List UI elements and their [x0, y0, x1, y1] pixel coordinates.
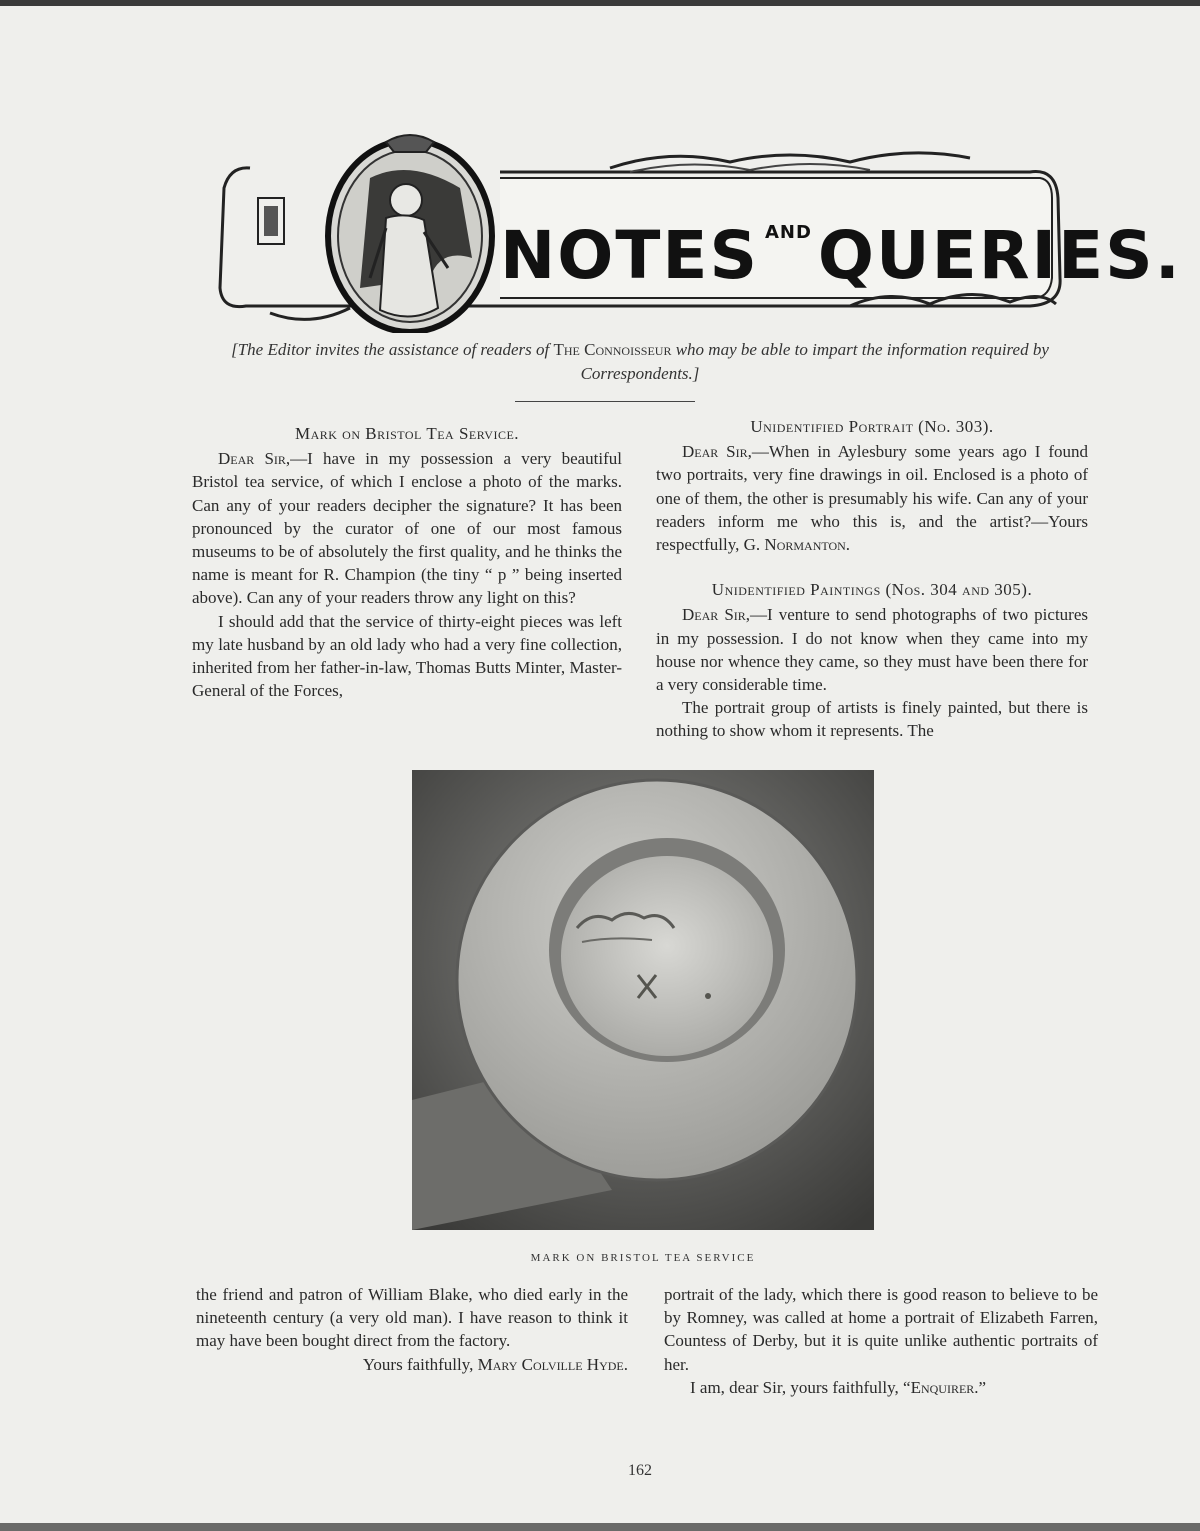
- banner-title-queries: QUERIES.: [817, 217, 1182, 294]
- section-divider: [515, 401, 695, 402]
- article-bristol-continued: [196, 1283, 628, 1376]
- paragraph-text: —When in Aylesbury some years ago I found two portraits, very fine drawings in oil. Enclosed is a photo of one of them, the other is presumably his wife. Can any of your readers inform me who this is, and the artist?—Yours respectfully,: [656, 442, 1088, 555]
- salutation: Dear Sir,: [682, 442, 752, 462]
- editor-note-part2: who may be able to impart the information required by Correspondents.]: [580, 340, 1049, 383]
- banner-title: [500, 188, 1182, 294]
- page-number: 162: [628, 1462, 652, 1479]
- editor-note: [220, 338, 1060, 386]
- article-paragraph: [656, 603, 1088, 696]
- paragraph-text: —I venture to send photographs of two pictures in my possession. I do not know when they came into my house nor whence they came, so they must have been there for a very considerable time.: [656, 605, 1088, 695]
- salutation: Dear Sir,: [682, 605, 751, 625]
- figure-caption: MARK ON BRISTOL TEA SERVICE: [530, 1252, 756, 1264]
- signoff-text: I am, dear Sir, yours faithfully,: [690, 1377, 904, 1397]
- spacer: [656, 556, 1088, 578]
- scan-top-edge: [0, 0, 1200, 6]
- scan-bottom-edge: [0, 1523, 1200, 1531]
- notes-and-queries-banner: [210, 128, 1182, 333]
- editor-note-part1: [The Editor invites the assistance of readers of: [231, 340, 554, 359]
- article-paragraph: portrait of the lady, which there is good reason to believe to be by Romney, was called at home a portrait of Elizabeth Farren, Countess of Derby, but it is quite unlike authentic portraits of her.: [664, 1285, 1098, 1374]
- saucer-photo-illustration: [412, 770, 874, 1230]
- article-bristol-tea-service: [192, 422, 622, 702]
- article-heading: Mark on Bristol Tea Service.: [294, 424, 520, 443]
- article-paragraph: I should add that the service of thirty-eight pieces was left my late husband by an old lady who had a very fine collection, inherited from her father-in-law, Thomas Butts Minter, Master-General of the Forces,: [192, 611, 622, 701]
- article-paragraph: the friend and patron of William Blake, who died early in the nineteenth century (a very old man). I have reason to think it may have been bought direct from the factory.: [196, 1285, 628, 1351]
- banner-title-notes: NOTES: [500, 217, 759, 294]
- article-paragraph: The portrait group of artists is finely painted, but there is nothing to show whom it represents. The: [656, 698, 1088, 741]
- article-paintings-continued: [664, 1283, 1098, 1399]
- bristol-tea-service-mark-photo: [412, 770, 874, 1230]
- signer-name: “Enquirer.”: [903, 1377, 987, 1397]
- article-paragraph: [192, 447, 622, 609]
- salutation: Dear Sir,: [218, 449, 291, 469]
- signer-name: Mary Colville Hyde.: [477, 1354, 628, 1374]
- article-heading: Unidentified Portrait (No. 303).: [750, 417, 994, 436]
- article-heading: Unidentified Paintings (Nos. 304 and 305).: [711, 580, 1033, 600]
- banner-title-and: AND: [764, 222, 812, 243]
- signer-name: G. Normanton.: [743, 535, 851, 555]
- magazine-name: The Connoisseur: [553, 340, 672, 359]
- paragraph-text: —I have in my possession a very beautiful Bristol tea service, of which I enclose a photo of the marks. Can any of your readers decipher the signature? It has been pronounced by the curator of one of our most famous museums to be of absolutely the first quality, and he thinks the name is meant for R. Champion (the tiny “ p ” being inserted above). Can any of your readers throw any light on this?: [192, 449, 623, 608]
- signoff-text: Yours faithfully,: [362, 1354, 478, 1374]
- article-paragraph: [656, 440, 1088, 556]
- article-signoff: [196, 1353, 628, 1376]
- article-unidentified-portrait: [656, 415, 1088, 743]
- article-signoff: [664, 1376, 1098, 1399]
